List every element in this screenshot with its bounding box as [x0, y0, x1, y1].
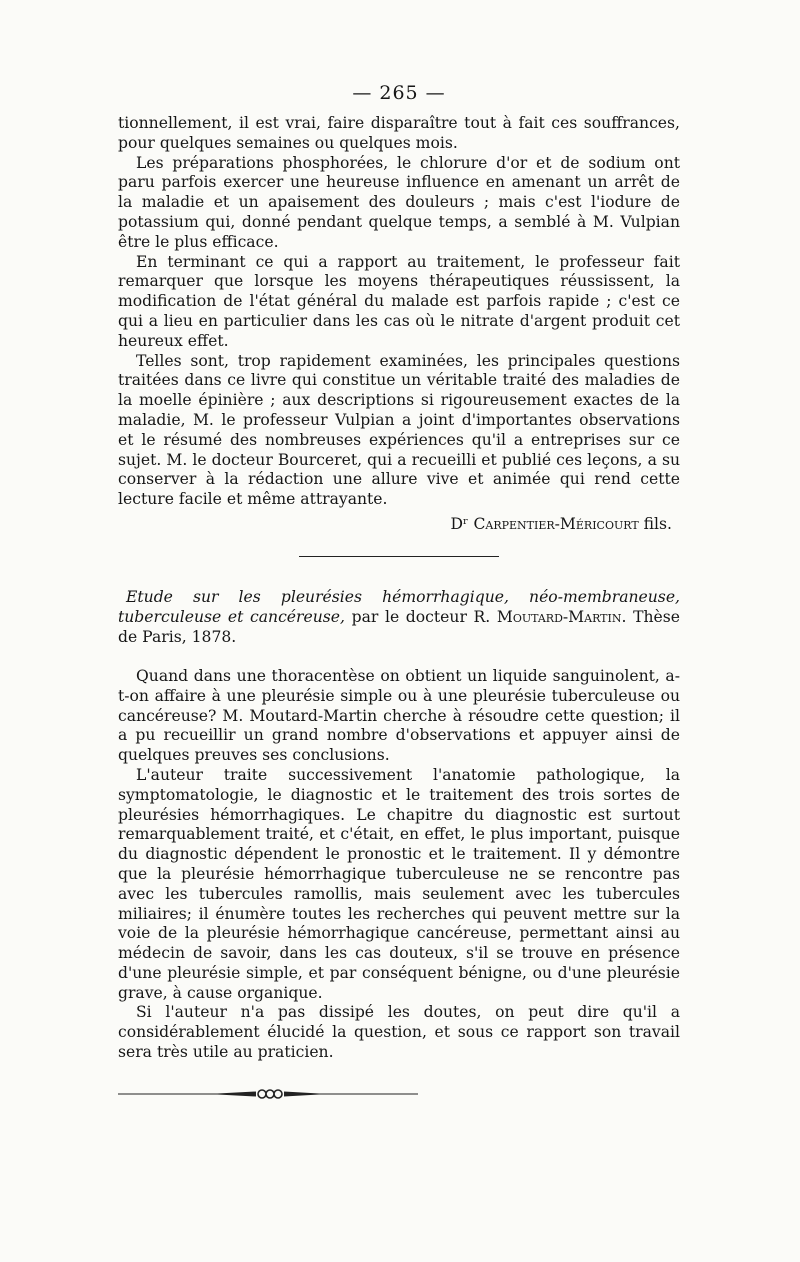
review-header	[118, 587, 680, 647]
book-page	[118, 80, 680, 1105]
author-signature	[118, 514, 680, 534]
paragraph: En terminant ce qui a rapport au traitement, le professeur fait remarquer que lorsque les moyens thérapeutiques réussissent, la modification de l'état général du malade est parfois rapide ; c'est ce qui a lieu en particulier dans les cas où le nitrate d'argent produit cet heureux effet.	[118, 252, 680, 350]
page-number: — 265 —	[352, 82, 446, 104]
paragraph: Quand dans une thoracentèse on obtient un liquide sanguinolent, a-t-on affaire à une pleurésie simple ou à une pleurésie tuberculeuse ou cancéreuse? M. Moutard-Martin cherche à résoudre cette question; il a pu recueillir un grand nombre d'observations et appuyer ainsi de quelques preuves ses conclusions.	[118, 666, 680, 765]
paragraph: L'auteur traite successivement l'anatomie pathologique, la symptomatologie, le diagnostic et le traitement des trois sortes de pleurésies hémorrhagiques. Le chapitre du diagnostic est surtout remarquablement traité, et c'était, en effet, le plus important, puisque du diagnostic dépendent le pronostic et le traitement. Il y démontre que la pleurésie hémorrhagique tuberculeuse ne se rencontre pas avec les tubercules ramollis, mais seulement avec les tubercules miliaires; il énumère toutes les recherches qui peuvent mettre sur la voie de la pleurésie hémorrhagique cancéreuse, permettant ainsi au médecin de savoir, dans les cas douteux, s'il se trouve en présence d'une pleurésie simple, et par conséquent bénigne, ou d'une pleurésie grave, à cause organique.	[118, 765, 680, 1002]
end-ornament	[118, 1087, 418, 1101]
paragraph: Si l'auteur n'a pas dissipé les doutes, on peut dire qu'il a considérablement élucidé la question, et sous ce rapport son travail sera très utile au praticien.	[118, 1003, 680, 1062]
paragraph: Telles sont, trop rapidement examinées, les principales questions traitées dans ce livre qui constitue un véritable traité des maladies de la moelle épinière ; aux descriptions si rigoureusement exactes de la maladie, M. le professeur Vulpian a joint d'importantes observations et le résumé des nombreuses expériences qu'il a entreprises sur ce sujet. M. le docteur Bourceret, qui a recueilli et publié ces leçons, a su conserver à la rédaction une allure vive et animée qui rend cette lecture facile et même attrayante.	[118, 351, 680, 509]
review-author: Moutard-Martin	[496, 607, 622, 626]
section-divider	[299, 556, 499, 557]
signature-suffix: fils.	[643, 514, 672, 533]
review-title: Etude sur les pleurésies hémorrhagique, néo-membraneuse, tuberculeuse et cancéreuse,	[118, 587, 680, 626]
paragraph-continuation: tionnellement, il est vrai, faire disparaître tout à fait ces souffrances, pour quelques semaines ou quelques mois.	[118, 114, 680, 152]
paragraph: Les préparations phosphorées, le chlorure d'or et de sodium ont paru parfois exercer une heureuse influence en amenant un arrêt de la maladie et un apaisement des douleurs ; mais c'est l'iodure de potassium qui, donné pendant quelque temps, a semblé à M. Vulpian être le plus efficace.	[118, 153, 680, 251]
signature-prefix: Dʳ	[450, 514, 469, 533]
signature-name: Carpentier-Méricourt	[473, 514, 639, 533]
review-publication: . Thèse de Paris, 1878.	[118, 607, 680, 646]
review-by: par le docteur R.	[344, 607, 497, 626]
